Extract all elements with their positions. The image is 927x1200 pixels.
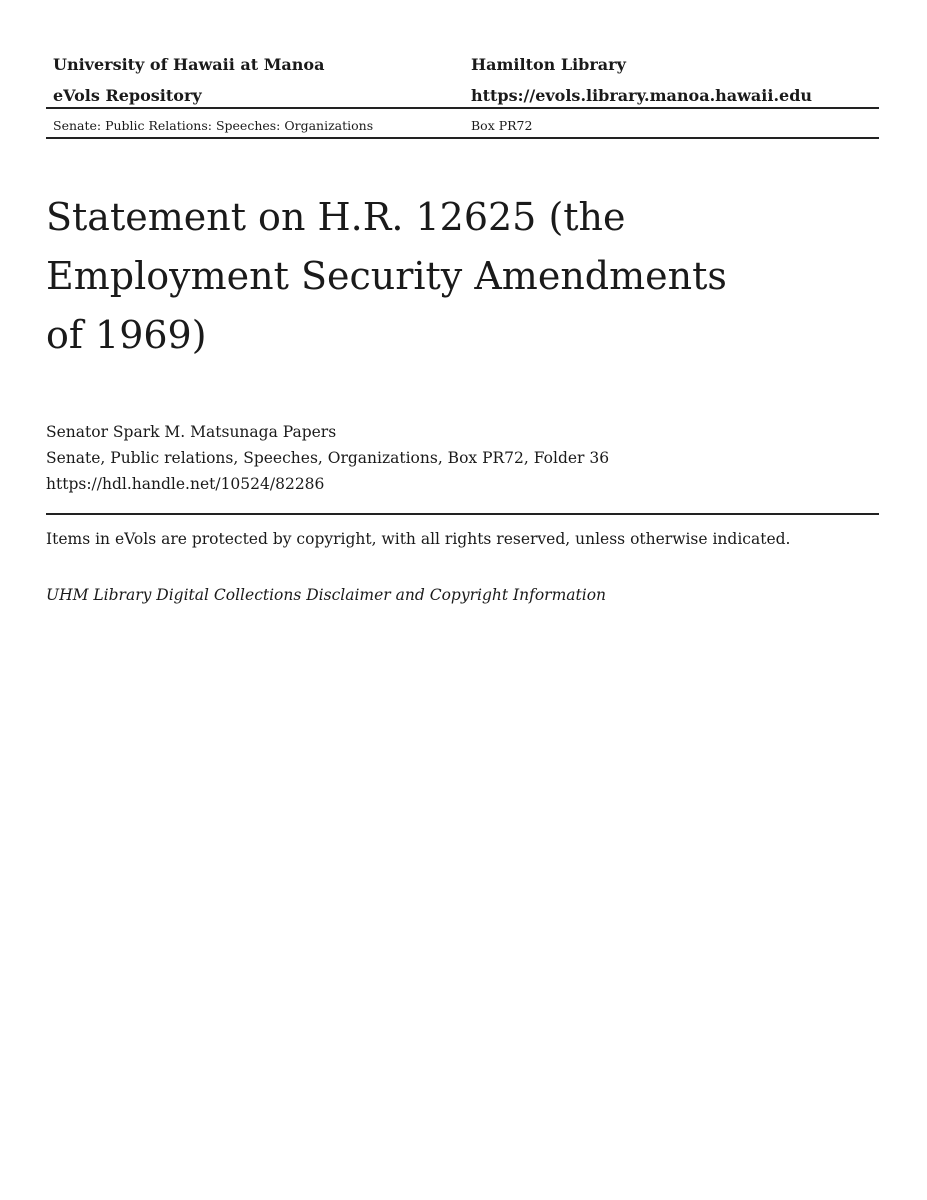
collection-path: Senate: Public Relations: Speeches: Organizations bbox=[53, 118, 374, 133]
box-label: Box PR72 bbox=[471, 118, 533, 133]
collection-meta-row bbox=[46, 116, 879, 136]
document-header bbox=[46, 52, 879, 114]
document-title bbox=[46, 188, 786, 365]
header-divider-bottom bbox=[46, 137, 879, 139]
folder-location: Senate, Public relations, Speeches, Organizations, Box PR72, Folder 36 bbox=[46, 449, 610, 467]
title-line: of 1969) bbox=[46, 313, 207, 357]
title-line: Statement on H.R. 12625 (the bbox=[46, 195, 626, 239]
header-divider-top bbox=[46, 107, 879, 109]
info-divider bbox=[46, 513, 879, 515]
header-row-2 bbox=[46, 83, 879, 114]
title-line: Employment Security Amendments bbox=[46, 254, 727, 298]
institution-name: University of Hawaii at Manoa bbox=[53, 55, 325, 74]
citation-info bbox=[46, 419, 879, 497]
copyright-notice: Items in eVols are protected by copyright, with all rights reserved, unless otherwise indicated. bbox=[46, 530, 791, 548]
disclaimer-link[interactable]: UHM Library Digital Collections Disclaimer and Copyright Information bbox=[46, 586, 607, 604]
repository-url: https://evols.library.manoa.hawaii.edu bbox=[471, 86, 813, 105]
header-row-1 bbox=[46, 52, 879, 83]
repository-name: eVols Repository bbox=[53, 86, 202, 105]
handle-url: https://hdl.handle.net/10524/82286 bbox=[46, 475, 325, 493]
library-name: Hamilton Library bbox=[471, 55, 626, 74]
collection-name: Senator Spark M. Matsunaga Papers bbox=[46, 423, 337, 441]
